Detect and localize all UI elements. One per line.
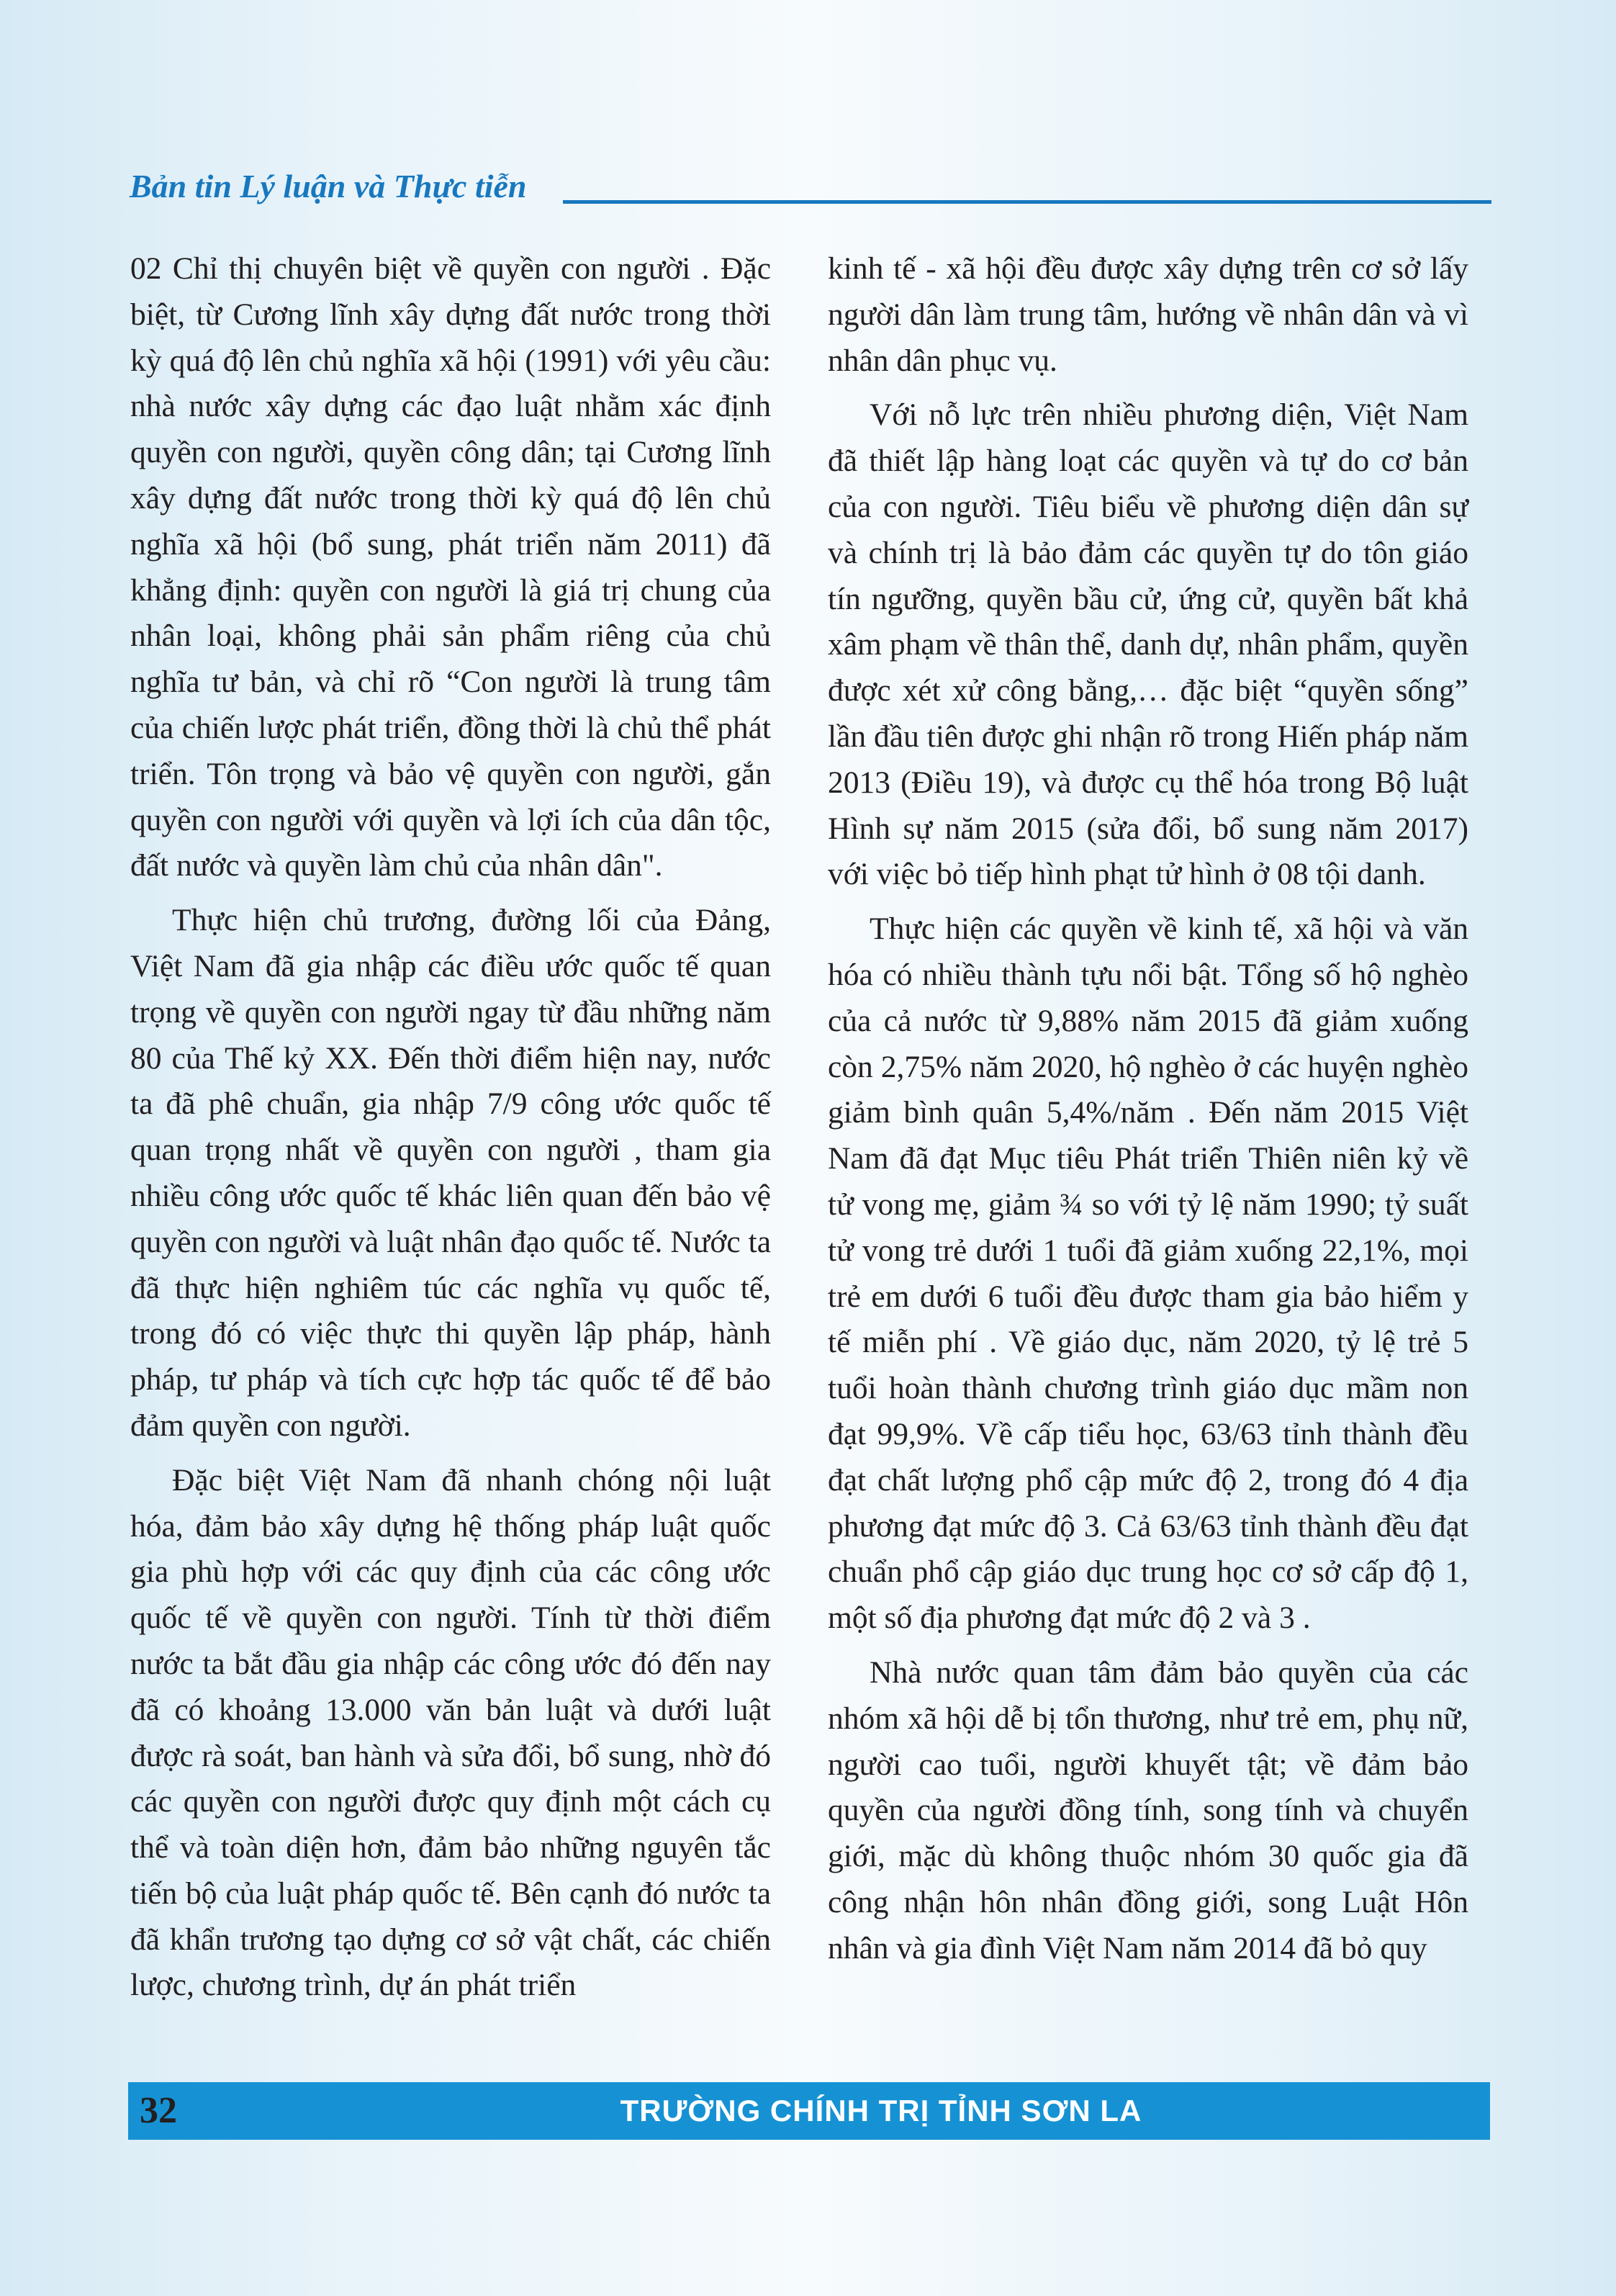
paragraph: Nhà nước quan tâm đảm bảo quyền của các nhóm xã hội dễ bị tổn thương, như trẻ em, phụ nữ, người cao tuổi, người khuyết tật; về đảm bảo quyền của người đồng tính, song tính và chuyển giới, mặc dù không thuộc nhóm 30 quốc gia đã công nhận hôn nhân đồng giới, song Luật Hôn nhân và gia đình Việt Nam năm 2014 đã bỏ quy	[828, 1655, 1468, 1966]
publisher-name: TRƯỜNG CHÍNH TRỊ TỈNH SƠN LA	[620, 2094, 1142, 2128]
paragraph: Đặc biệt Việt Nam đã nhanh chóng nội luật hóa, đảm bảo xây dựng hệ thống pháp luật quốc gia phù hợp với các quy định của các công ước quốc tế về quyền con người. Tính từ thời điểm nước ta bắt đầu gia nhập các công ước đó đến nay đã có khoảng 13.000 văn bản luật và dưới luật được rà soát, ban hành và sửa đổi, bổ sung, nhờ đó các quyền con người được quy định một cách cụ thể và toàn diện hơn, đảm bảo những nguyên tắc tiến bộ của luật pháp quốc tế. Bên cạnh đó nước ta đã khẩn trương tạo dựng cơ sở vật chất, các chiến lược, chương trình, dự án phát triển	[130, 1462, 771, 2003]
right-column	[828, 246, 1468, 1980]
left-column	[130, 246, 771, 2017]
paragraph: 02 Chỉ thị chuyên biệt về quyền con người . Đặc biệt, từ Cương lĩnh xây dựng đất nước trong thời kỳ quá độ lên chủ nghĩa xã hội (1991) với yêu cầu: nhà nước xây dựng các đạo luật nhằm xác định quyền con người, quyền công dân; tại Cương lĩnh xây dựng đất nước trong thời kỳ quá độ lên chủ nghĩa xã hội (bổ sung, phát triển năm 2011) đã khẳng định: quyền con người là giá trị chung của nhân loại, không phải sản phẩm riêng của chủ nghĩa tư bản, và chỉ rõ “Con người là trung tâm của chiến lược phát triển, đồng thời là chủ thể phát triển. Tôn trọng và bảo vệ quyền con người, gắn quyền con người với quyền và lợi ích của dân tộc, đất nước và quyền làm chủ của nhân dân".	[130, 251, 771, 883]
header-rule	[563, 200, 1491, 204]
page-number: 32	[140, 2090, 177, 2131]
paragraph: Thực hiện các quyền về kinh tế, xã hội và văn hóa có nhiều thành tựu nổi bật. Tổng số hộ nghèo của cả nước từ 9,88% năm 2015 đã giảm xuống còn 2,75% năm 2020, hộ nghèo ở các huyện nghèo giảm bình quân 5,4%/năm . Đến năm 2015 Việt Nam đã đạt Mục tiêu Phát triển Thiên niên kỷ về tử vong mẹ, giảm ¾ so với tỷ lệ năm 1990; tỷ suất tử vong trẻ dưới 1 tuổi đã giảm xuống 22,1%, mọi trẻ em dưới 6 tuổi đều được tham gia bảo hiểm y tế miễn phí . Về giáo dục, năm 2020, tỷ lệ trẻ 5 tuổi hoàn thành chương trình giáo dục mầm non đạt 99,9%. Về cấp tiểu học, 63/63 tỉnh thành đều đạt chất lượng phổ cập mức độ 2, trong đó 4 địa phương đạt mức độ 3. Cả 63/63 tỉnh thành đều đạt chuẩn phổ cập giáo dục trung học cơ sở cấp độ 1, một số địa phương đạt mức độ 2 và 3 .	[828, 911, 1468, 1636]
paragraph: Thực hiện chủ trương, đường lối của Đảng, Việt Nam đã gia nhập các điều ước quốc tế quan trọng về quyền con người ngay từ đầu những năm 80 của Thế kỷ XX. Đến thời điểm hiện nay, nước ta đã phê chuẩn, gia nhập 7/9 công ước quốc tế quan trọng nhất về quyền con người , tham gia nhiều công ước quốc tế khác liên quan đến bảo vệ quyền con người và luật nhân đạo quốc tế. Nước ta đã thực hiện nghiêm túc các nghĩa vụ quốc tế, trong đó có việc thực thi quyền lập pháp, hành pháp, tư pháp và tích cực hợp tác quốc tế để bảo đảm quyền con người.	[130, 903, 771, 1443]
page-footer	[128, 2082, 1490, 2140]
paragraph: Với nỗ lực trên nhiều phương diện, Việt Nam đã thiết lập hàng loạt các quyền và tự do cơ bản của con người. Tiêu biểu về phương diện dân sự và chính trị là bảo đảm các quyền tự do tôn giáo tín ngưỡng, quyền bầu cử, ứng cử, quyền bất khả xâm phạm về thân thể, danh dự, nhân phẩm, quyền được xét xử công bằng,… đặc biệt “quyền sống” lần đầu tiên được ghi nhận rõ trong Hiến pháp năm 2013 (Điều 19), và được cụ thể hóa trong Bộ luật Hình sự năm 2015 (sửa đổi, bổ sung năm 2017) với việc bỏ tiếp hình phạt tử hình ở 08 tội danh.	[828, 397, 1468, 892]
publication-title: Bản tin Lý luận và Thực tiễn	[130, 168, 527, 204]
paragraph: kinh tế - xã hội đều được xây dựng trên cơ sở lấy người dân làm trung tâm, hướng về nhân dân và vì nhân dân phục vụ.	[828, 251, 1468, 378]
page-header	[130, 167, 1491, 217]
